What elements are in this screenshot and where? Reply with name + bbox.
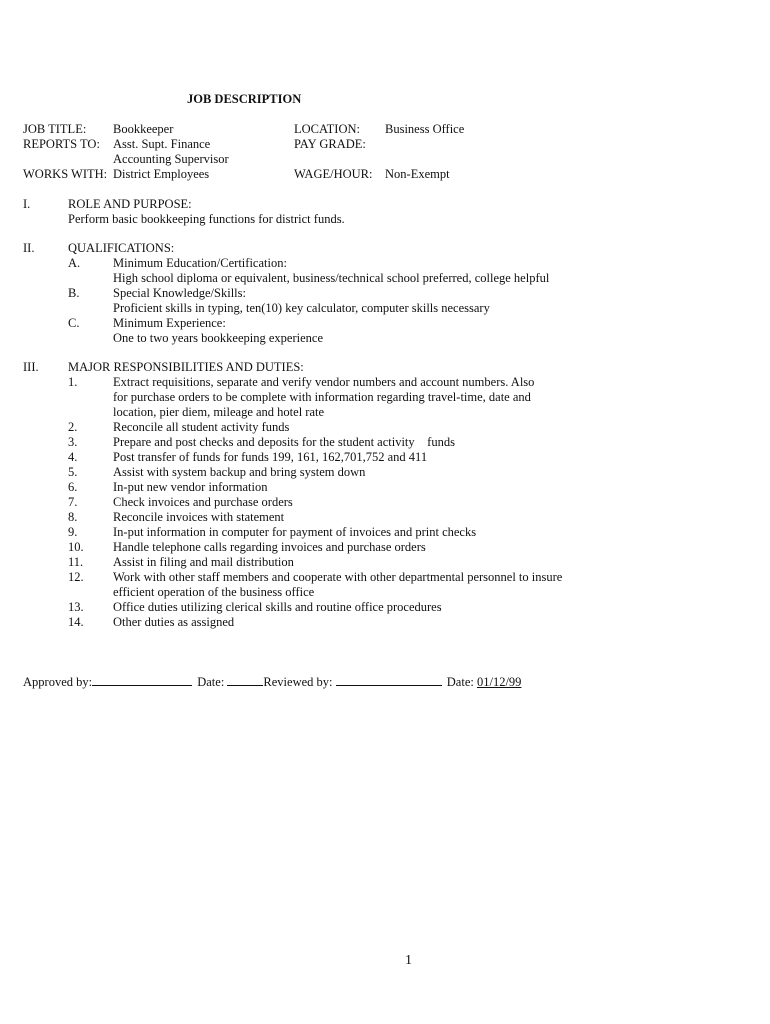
duty-item xyxy=(68,600,568,615)
page-number: 1 xyxy=(405,953,412,968)
section-3-numeral: III. xyxy=(23,360,39,374)
qualification-b-heading: Special Knowledge/Skills: xyxy=(113,286,246,300)
duty-item xyxy=(68,540,568,555)
duty-item xyxy=(68,480,568,495)
duty-item xyxy=(68,420,568,435)
duty-text: Handle telephone calls regarding invoices and purchase orders xyxy=(113,540,426,554)
document-title: JOB DESCRIPTION xyxy=(187,92,302,106)
reviewed-by-label: Reviewed by: xyxy=(263,675,333,689)
duty-item xyxy=(68,465,568,480)
duty-item xyxy=(68,495,568,510)
duty-text: Reconcile invoices with statement xyxy=(113,510,285,524)
duty-item xyxy=(68,570,568,585)
qualification-b-letter: B. xyxy=(68,286,80,300)
duty-text: Extract requisitions, separate and verify vendor numbers and account numbers. Also xyxy=(113,375,535,389)
reports-to-value-1: Asst. Supt. Finance xyxy=(113,137,211,151)
duty-number: 12. xyxy=(68,570,84,584)
duty-number: 2. xyxy=(68,420,78,434)
duty-number: 6. xyxy=(68,480,78,494)
duty-text: for purchase orders to be complete with information regarding travel-time, date and xyxy=(113,390,531,404)
qualification-c-text: One to two years bookkeeping experience xyxy=(113,331,323,345)
qualification-c-heading: Minimum Experience: xyxy=(113,316,226,330)
date-label-1: Date: xyxy=(197,675,225,689)
duty-text: Assist with system backup and bring system down xyxy=(113,465,366,479)
duty-item xyxy=(68,615,568,630)
duty-continuation xyxy=(68,405,568,420)
duty-number: 4. xyxy=(68,450,78,464)
date-value: 01/12/99 xyxy=(476,675,522,689)
wage-hour-value: Non-Exempt xyxy=(385,167,450,181)
reviewed-by-blank xyxy=(336,673,442,686)
duty-item xyxy=(68,525,568,540)
section-1-text: Perform basic bookkeeping functions for district funds. xyxy=(68,212,345,226)
duty-text: Work with other staff members and cooperate with other departmental personnel to insure xyxy=(113,570,563,584)
approved-by-label: Approved by: xyxy=(23,675,93,689)
location-label: LOCATION: xyxy=(294,122,360,136)
duty-item xyxy=(68,435,568,450)
job-title-label: JOB TITLE: xyxy=(23,122,87,136)
qualification-c-letter: C. xyxy=(68,316,80,330)
section-1-numeral: I. xyxy=(23,197,31,211)
location-value: Business Office xyxy=(385,122,465,136)
duty-number: 7. xyxy=(68,495,78,509)
pay-grade-label: PAY GRADE: xyxy=(294,137,366,151)
duty-continuation xyxy=(68,585,568,600)
job-title-value: Bookkeeper xyxy=(113,122,174,136)
duty-number: 5. xyxy=(68,465,78,479)
duty-text: Prepare and post checks and deposits for the student activity funds xyxy=(113,435,455,449)
section-2-heading: QUALIFICATIONS: xyxy=(68,241,175,255)
duty-text: Post transfer of funds for funds 199, 161, 162,701,752 and 411 xyxy=(113,450,428,464)
duty-text: Other duties as assigned xyxy=(113,615,235,629)
duty-number: 9. xyxy=(68,525,78,539)
reports-to-label: REPORTS TO: xyxy=(23,137,100,151)
duty-text: In-put information in computer for payment of invoices and print checks xyxy=(113,525,477,539)
duty-text: Check invoices and purchase orders xyxy=(113,495,293,509)
section-3-heading: MAJOR RESPONSIBILITIES AND DUTIES: xyxy=(68,360,304,374)
section-2-numeral: II. xyxy=(23,241,35,255)
duty-item xyxy=(68,510,568,525)
approved-by-blank xyxy=(92,673,192,686)
qualification-a-heading: Minimum Education/Certification: xyxy=(113,256,287,270)
works-with-label: WORKS WITH: xyxy=(23,167,108,181)
qualification-a-text: High school diploma or equivalent, business/technical school preferred, college helpful xyxy=(113,271,550,285)
duty-number: 8. xyxy=(68,510,78,524)
duty-number: 13. xyxy=(68,600,84,614)
qualification-a-letter: A. xyxy=(68,256,81,270)
section-1-heading: ROLE AND PURPOSE: xyxy=(68,197,192,211)
duty-text: Reconcile all student activity funds xyxy=(113,420,290,434)
duty-number: 1. xyxy=(68,375,78,389)
duty-item xyxy=(68,450,568,465)
duty-item xyxy=(68,375,568,390)
duty-text: efficient operation of the business office xyxy=(113,585,315,599)
wage-hour-label: WAGE/HOUR: xyxy=(294,167,373,181)
duty-item xyxy=(68,555,568,570)
duty-number: 3. xyxy=(68,435,78,449)
duty-number: 14. xyxy=(68,615,84,629)
duty-text: In-put new vendor information xyxy=(113,480,268,494)
duty-text: Office duties utilizing clerical skills and routine office procedures xyxy=(113,600,442,614)
duty-number: 11. xyxy=(68,555,84,569)
date-blank-1 xyxy=(227,673,263,686)
duty-text: Assist in filing and mail distribution xyxy=(113,555,294,569)
qualification-b-text: Proficient skills in typing, ten(10) key calculator, computer skills necessary xyxy=(113,301,490,315)
date-label-2: Date: xyxy=(446,675,474,689)
duty-continuation xyxy=(68,390,568,405)
duty-number: 10. xyxy=(68,540,84,554)
reports-to-value-2: Accounting Supervisor xyxy=(113,152,229,166)
duties-list xyxy=(68,375,568,630)
duty-text: location, pier diem, mileage and hotel rate xyxy=(113,405,325,419)
works-with-value: District Employees xyxy=(113,167,210,181)
signature-line xyxy=(23,673,521,690)
